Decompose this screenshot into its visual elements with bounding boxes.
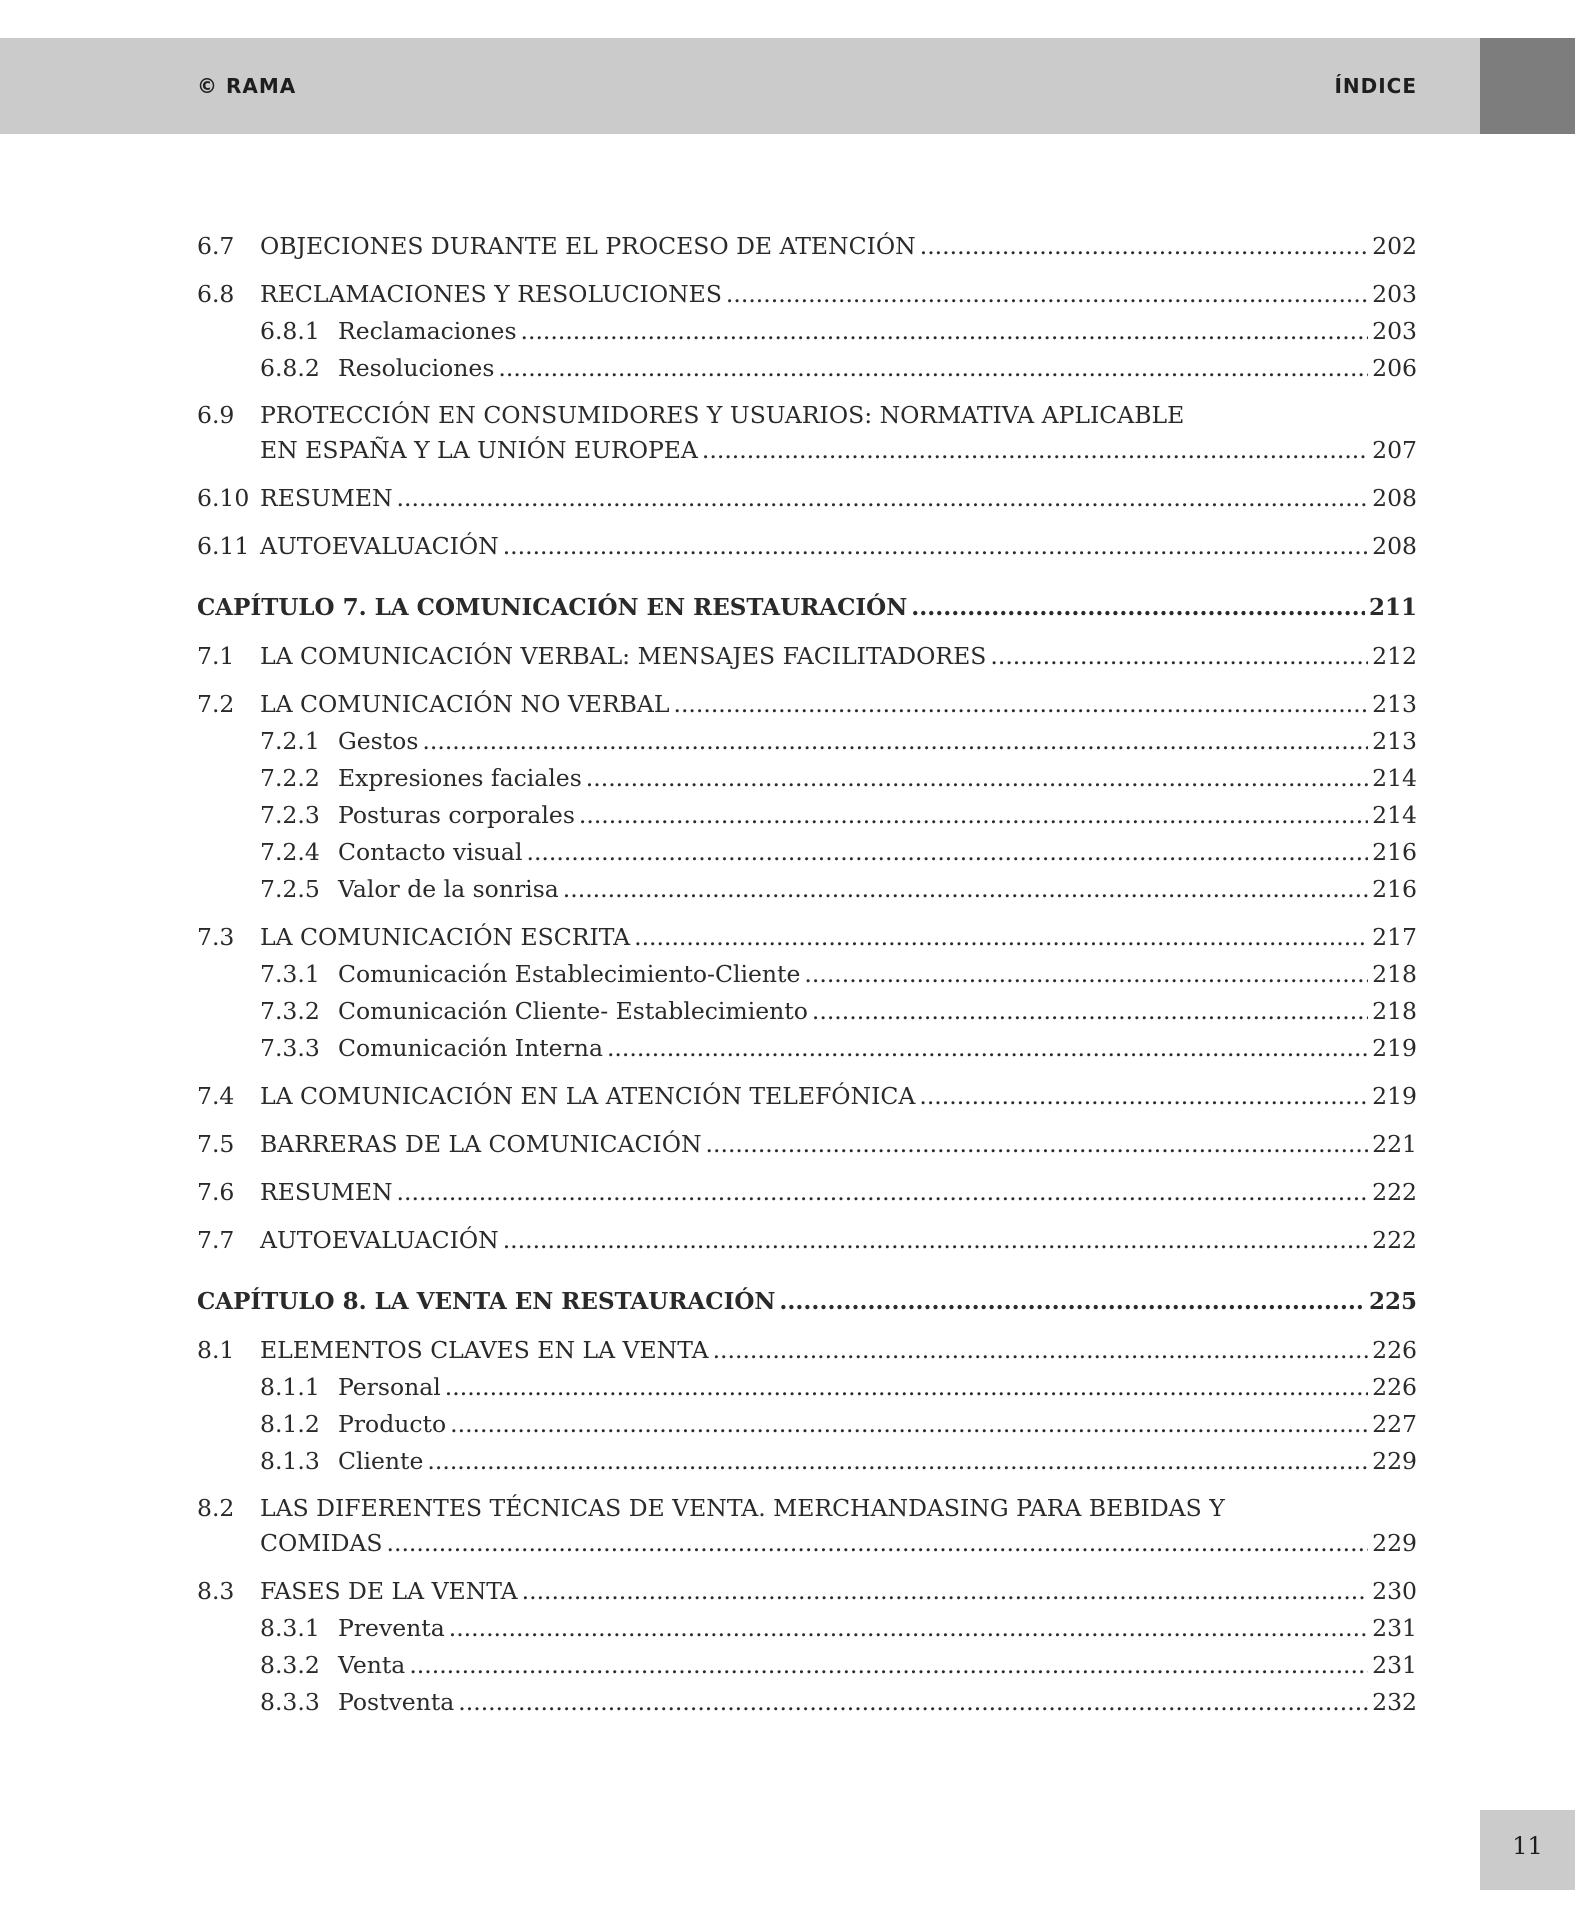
dot-leader bbox=[397, 1174, 1369, 1211]
toc-subentry[interactable] bbox=[197, 1647, 1417, 1684]
dot-leader bbox=[920, 228, 1368, 265]
toc-subentry[interactable] bbox=[197, 1406, 1417, 1443]
toc-entry[interactable] bbox=[197, 638, 1417, 675]
toc-entry-number: 8.1.3 bbox=[260, 1447, 320, 1475]
toc-entry-title: AUTOEVALUACIÓN bbox=[260, 1226, 499, 1254]
toc-entry-page: 206 bbox=[1372, 354, 1417, 382]
dot-leader bbox=[804, 956, 1368, 993]
toc-entry-page: 208 bbox=[1372, 484, 1417, 512]
toc-entry[interactable] bbox=[197, 228, 1417, 265]
dot-leader bbox=[779, 1283, 1365, 1320]
toc-entry[interactable] bbox=[197, 1491, 1417, 1525]
toc-subentry[interactable] bbox=[197, 797, 1417, 834]
toc-chapter[interactable] bbox=[197, 1283, 1417, 1320]
toc-entry[interactable] bbox=[197, 528, 1417, 565]
toc-entry-title: LAS DIFERENTES TÉCNICAS DE VENTA. MERCHANDASING PARA BEBIDAS Y bbox=[260, 1494, 1225, 1522]
toc-entry[interactable] bbox=[197, 480, 1417, 517]
toc-entry[interactable] bbox=[197, 398, 1417, 432]
dot-leader bbox=[522, 1573, 1369, 1610]
toc-entry[interactable] bbox=[197, 1573, 1417, 1610]
toc-entry-page: 216 bbox=[1372, 875, 1417, 903]
toc-entry[interactable] bbox=[197, 686, 1417, 723]
toc-entry-page: 231 bbox=[1372, 1651, 1417, 1679]
toc-entry-number: 7.1 bbox=[197, 642, 235, 670]
dot-leader bbox=[503, 1222, 1368, 1259]
dot-leader bbox=[713, 1332, 1369, 1369]
toc-entry-number: 6.8.1 bbox=[260, 317, 320, 345]
toc-entry-page: 230 bbox=[1372, 1577, 1417, 1605]
dot-leader bbox=[911, 589, 1365, 626]
table-of-contents bbox=[197, 228, 1417, 1721]
toc-entry-number: 8.1.1 bbox=[260, 1373, 320, 1401]
dot-leader bbox=[579, 797, 1368, 834]
toc-entry-number: 6.11 bbox=[197, 532, 250, 560]
toc-entry-title: Valor de la sonrisa bbox=[338, 875, 559, 903]
toc-entry-page: 216 bbox=[1372, 838, 1417, 866]
toc-entry-title: RECLAMACIONES Y RESOLUCIONES bbox=[260, 280, 722, 308]
toc-entry-number: 8.3.3 bbox=[260, 1688, 320, 1716]
toc-subentry[interactable] bbox=[197, 313, 1417, 350]
toc-subentry[interactable] bbox=[197, 1610, 1417, 1647]
toc-entry-title: LA COMUNICACIÓN EN LA ATENCIÓN TELEFÓNICA bbox=[260, 1082, 916, 1110]
toc-entry-number: 8.3.2 bbox=[260, 1651, 320, 1679]
toc-entry-number: 6.10 bbox=[197, 484, 250, 512]
toc-entry-number: 7.5 bbox=[197, 1130, 235, 1158]
toc-entry-number: 6.9 bbox=[197, 401, 235, 429]
toc-chapter-page: 211 bbox=[1368, 594, 1417, 621]
toc-chapter-page: 225 bbox=[1368, 1288, 1417, 1315]
dot-leader bbox=[563, 871, 1368, 908]
toc-entry-page: 219 bbox=[1372, 1082, 1417, 1110]
page-number: 11 bbox=[1512, 1832, 1543, 1860]
toc-entry-title: Comunicación Cliente- Establecimiento bbox=[338, 997, 808, 1025]
dot-leader bbox=[503, 528, 1368, 565]
toc-entry-page: 203 bbox=[1372, 317, 1417, 345]
toc-entry-page: 229 bbox=[1372, 1529, 1417, 1557]
toc-entry-page: 221 bbox=[1372, 1130, 1417, 1158]
toc-entry-number: 7.2 bbox=[197, 690, 235, 718]
toc-subentry[interactable] bbox=[197, 350, 1417, 387]
dot-leader bbox=[990, 638, 1368, 675]
toc-entry-title: OBJECIONES DURANTE EL PROCESO DE ATENCIÓN bbox=[260, 232, 916, 260]
toc-entry-page: 229 bbox=[1372, 1447, 1417, 1475]
toc-entry-number: 8.1.2 bbox=[260, 1410, 320, 1438]
header-publisher: © RAMA bbox=[197, 74, 297, 98]
dot-leader bbox=[919, 1078, 1368, 1115]
toc-entry-page: 207 bbox=[1372, 436, 1417, 464]
dot-leader bbox=[450, 1406, 1368, 1443]
dot-leader bbox=[498, 350, 1368, 387]
toc-subentry[interactable] bbox=[197, 1030, 1417, 1067]
toc-entry-page: 213 bbox=[1372, 690, 1417, 718]
toc-entry-title: Reclamaciones bbox=[338, 317, 517, 345]
toc-entry-number: 8.1 bbox=[197, 1336, 235, 1364]
toc-entry-page: 222 bbox=[1372, 1178, 1417, 1206]
dot-leader bbox=[427, 1443, 1368, 1480]
dot-leader bbox=[387, 1525, 1369, 1562]
toc-entry-title: Posturas corporales bbox=[338, 801, 575, 829]
toc-entry-page: 231 bbox=[1372, 1614, 1417, 1642]
toc-entry-number: 6.8 bbox=[197, 280, 235, 308]
toc-entry-title: AUTOEVALUACIÓN bbox=[260, 532, 499, 560]
toc-entry-title: PROTECCIÓN EN CONSUMIDORES Y USUARIOS: NORMATIVA APLICABLE bbox=[260, 401, 1185, 429]
toc-entry-number: 8.3.1 bbox=[260, 1614, 320, 1642]
toc-entry-title: Gestos bbox=[338, 727, 419, 755]
toc-chapter[interactable] bbox=[197, 589, 1417, 626]
toc-entry-page: 208 bbox=[1372, 532, 1417, 560]
toc-entry-page: 218 bbox=[1372, 960, 1417, 988]
dot-leader bbox=[526, 834, 1368, 871]
dot-leader bbox=[521, 313, 1369, 350]
toc-entry-title: FASES DE LA VENTA bbox=[260, 1577, 518, 1605]
toc-entry[interactable] bbox=[197, 1126, 1417, 1163]
toc-subentry[interactable] bbox=[197, 1443, 1417, 1480]
toc-entry-page: 219 bbox=[1372, 1034, 1417, 1062]
toc-entry-title: BARRERAS DE LA COMUNICACIÓN bbox=[260, 1130, 702, 1158]
toc-entry-title: Cliente bbox=[338, 1447, 424, 1475]
toc-entry-number: 8.3 bbox=[197, 1577, 235, 1605]
toc-entry-page: 232 bbox=[1372, 1688, 1417, 1716]
toc-entry-number: 6.8.2 bbox=[260, 354, 320, 382]
toc-entry-title: RESUMEN bbox=[260, 1178, 393, 1206]
toc-entry-page: 202 bbox=[1372, 232, 1417, 260]
toc-subentry[interactable] bbox=[197, 1369, 1417, 1406]
toc-entry-number: 7.2.2 bbox=[260, 764, 320, 792]
toc-entry-number: 7.2.1 bbox=[260, 727, 320, 755]
toc-entry-title: Comunicación Interna bbox=[338, 1034, 603, 1062]
header-section-title: ÍNDICE bbox=[1334, 74, 1417, 98]
toc-entry-page: 214 bbox=[1372, 801, 1417, 829]
toc-entry-number: 7.2.3 bbox=[260, 801, 320, 829]
toc-entry-page: 227 bbox=[1372, 1410, 1417, 1438]
header-tab-marker bbox=[1480, 38, 1575, 134]
toc-entry[interactable] bbox=[197, 1222, 1417, 1259]
dot-leader bbox=[458, 1684, 1368, 1721]
toc-subentry[interactable] bbox=[197, 723, 1417, 760]
toc-entry-title: Personal bbox=[338, 1373, 441, 1401]
toc-entry-title: Comunicación Establecimiento-Cliente bbox=[338, 960, 801, 988]
toc-entry[interactable] bbox=[197, 1078, 1417, 1115]
toc-entry-title-continued: COMIDAS bbox=[260, 1529, 383, 1557]
dot-leader bbox=[702, 432, 1368, 469]
toc-entry-page: 203 bbox=[1372, 280, 1417, 308]
toc-subentry[interactable] bbox=[197, 834, 1417, 871]
dot-leader bbox=[706, 1126, 1369, 1163]
toc-entry[interactable] bbox=[197, 1332, 1417, 1369]
toc-entry-title: Postventa bbox=[338, 1688, 455, 1716]
toc-subentry[interactable] bbox=[197, 993, 1417, 1030]
toc-subentry[interactable] bbox=[197, 956, 1417, 993]
toc-entry-title: ELEMENTOS CLAVES EN LA VENTA bbox=[260, 1336, 709, 1364]
toc-entry-number: 6.7 bbox=[197, 232, 235, 260]
toc-entry-title: LA COMUNICACIÓN ESCRITA bbox=[260, 923, 631, 951]
toc-entry-number: 7.6 bbox=[197, 1178, 235, 1206]
toc-entry-page: 218 bbox=[1372, 997, 1417, 1025]
toc-entry-number: 7.2.4 bbox=[260, 838, 320, 866]
toc-subentry[interactable] bbox=[197, 1684, 1417, 1721]
dot-leader bbox=[812, 993, 1368, 1030]
toc-entry-title: RESUMEN bbox=[260, 484, 393, 512]
toc-entry-title-continued: EN ESPAÑA Y LA UNIÓN EUROPEA bbox=[260, 436, 698, 464]
toc-subentry[interactable] bbox=[197, 760, 1417, 797]
dot-leader bbox=[586, 760, 1368, 797]
toc-subentry[interactable] bbox=[197, 871, 1417, 908]
toc-chapter-title: CAPÍTULO 7. LA COMUNICACIÓN EN RESTAURACIÓN bbox=[197, 594, 908, 621]
toc-entry-number: 7.3.2 bbox=[260, 997, 320, 1025]
toc-entry-page: 214 bbox=[1372, 764, 1417, 792]
dot-leader bbox=[607, 1030, 1368, 1067]
toc-entry-continuation[interactable] bbox=[197, 432, 1417, 469]
toc-entry-title: LA COMUNICACIÓN NO VERBAL bbox=[260, 690, 670, 718]
toc-entry-page: 212 bbox=[1372, 642, 1417, 670]
toc-entry-number: 7.4 bbox=[197, 1082, 235, 1110]
toc-entry-number: 8.2 bbox=[197, 1494, 235, 1522]
dot-leader bbox=[726, 276, 1368, 313]
toc-entry-number: 7.3.1 bbox=[260, 960, 320, 988]
toc-entry-number: 7.3 bbox=[197, 923, 235, 951]
toc-entry-title: Producto bbox=[338, 1410, 447, 1438]
toc-entry[interactable] bbox=[197, 276, 1417, 313]
toc-entry-number: 7.3.3 bbox=[260, 1034, 320, 1062]
toc-entry-page: 213 bbox=[1372, 727, 1417, 755]
toc-entry-title: Contacto visual bbox=[338, 838, 523, 866]
dot-leader bbox=[397, 480, 1369, 517]
dot-leader bbox=[422, 723, 1368, 760]
toc-entry-title: Preventa bbox=[338, 1614, 445, 1642]
dot-leader bbox=[409, 1647, 1368, 1684]
dot-leader bbox=[673, 686, 1368, 723]
toc-entry-title: Expresiones faciales bbox=[338, 764, 582, 792]
toc-entry[interactable] bbox=[197, 919, 1417, 956]
toc-entry-page: 222 bbox=[1372, 1226, 1417, 1254]
toc-entry-number: 7.7 bbox=[197, 1226, 235, 1254]
toc-entry-title: Venta bbox=[338, 1651, 406, 1679]
toc-entry-page: 226 bbox=[1372, 1373, 1417, 1401]
toc-entry-page: 226 bbox=[1372, 1336, 1417, 1364]
toc-entry-title: LA COMUNICACIÓN VERBAL: MENSAJES FACILITADORES bbox=[260, 642, 987, 670]
toc-entry-continuation[interactable] bbox=[197, 1525, 1417, 1562]
toc-entry-page: 217 bbox=[1372, 923, 1417, 951]
toc-entry-title: Resoluciones bbox=[338, 354, 495, 382]
dot-leader bbox=[634, 919, 1368, 956]
dot-leader bbox=[449, 1610, 1368, 1647]
toc-chapter-title: CAPÍTULO 8. LA VENTA EN RESTAURACIÓN bbox=[197, 1288, 776, 1315]
dot-leader bbox=[445, 1369, 1368, 1406]
toc-entry[interactable] bbox=[197, 1174, 1417, 1211]
toc-entry-number: 7.2.5 bbox=[260, 875, 320, 903]
